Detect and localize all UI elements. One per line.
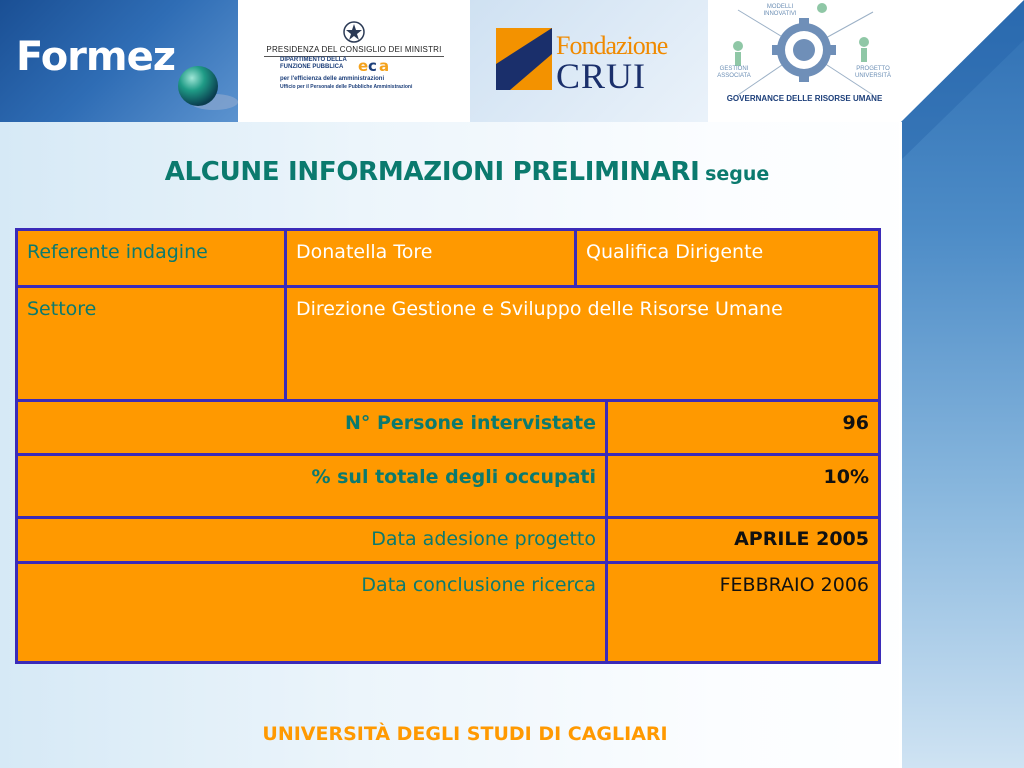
- crui-line-1: Fondazione: [556, 31, 668, 60]
- referente-name-cell: [284, 228, 577, 288]
- stat-label-cell: [15, 453, 608, 519]
- fondazione-crui-logo: [470, 0, 708, 122]
- slide-title: [0, 157, 934, 187]
- efficiency-line: per l'efficienza delle amministrazioni: [280, 76, 385, 82]
- referente-name: Donatella Tore: [296, 241, 433, 263]
- referente-role-cell: [574, 228, 881, 288]
- stat-label-cell: [15, 561, 608, 664]
- svg-text:e: e: [358, 58, 369, 74]
- gear-network-icon: [708, 0, 901, 122]
- gov-top-label: MODELLI INNOVATIVI: [763, 4, 797, 17]
- stat-value: APRILE 2005: [734, 528, 869, 550]
- stat-value-cell: [605, 561, 881, 664]
- presidenza-logo: [238, 0, 470, 122]
- stat-value-cell: [605, 516, 881, 564]
- slide-title-suffix: segue: [705, 163, 770, 185]
- slide-title-text: ALCUNE INFORMAZIONI PRELIMINARI: [164, 157, 700, 187]
- crui-line-2: CRUI: [556, 56, 647, 96]
- crui-mark-icon: [496, 28, 552, 90]
- eca-mark-icon: [358, 58, 394, 74]
- stat-value: FEBBRAIO 2006: [719, 574, 869, 596]
- stat-label: N° Persone intervistate: [344, 412, 596, 434]
- right-decorative-band: [901, 0, 1024, 768]
- globe-icon: [174, 64, 238, 114]
- settore-label: Settore: [27, 298, 97, 320]
- stat-label: Data conclusione ricerca: [361, 574, 596, 596]
- gov-right-label: PROGETTO UNIVERSITÀ: [854, 66, 891, 79]
- stat-label: Data adesione progetto: [371, 528, 596, 550]
- gov-bottom-label: GOVERNANCE DELLE RISORSE UMANE: [726, 94, 883, 103]
- stat-label: % sul totale degli occupati: [311, 466, 596, 488]
- band-edge-line: [899, 122, 902, 768]
- presidenza-title: PRESIDENZA DEL CONSIGLIO DEI MINISTRI: [266, 45, 442, 54]
- formez-logo: [0, 0, 238, 122]
- svg-text:a: a: [379, 58, 390, 74]
- stat-label-cell: [15, 516, 608, 564]
- stat-value: 96: [842, 412, 869, 434]
- settore-label-cell: [15, 285, 287, 402]
- info-table: [15, 228, 881, 664]
- referente-role: Qualifica Dirigente: [586, 241, 764, 263]
- university-footer: UNIVERSITÀ DEGLI STUDI DI CAGLIARI: [262, 723, 668, 745]
- stat-label-cell: [15, 399, 608, 456]
- stat-value: 10%: [823, 466, 869, 488]
- dept-line-2: FUNZIONE PUBBLICA: [280, 64, 344, 70]
- band-corner-shape: [901, 0, 1024, 768]
- referente-label-cell: [15, 228, 287, 288]
- logo-header: [0, 0, 901, 122]
- stat-value-cell: [605, 399, 881, 456]
- governance-logo: [708, 0, 901, 122]
- formez-wordmark: Formez: [16, 34, 175, 80]
- gov-left-label: GESTIONI ASSOCIATA: [717, 66, 751, 79]
- stat-value-cell: [605, 453, 881, 519]
- settore-value-cell: [284, 285, 881, 402]
- svg-text:c: c: [368, 58, 377, 74]
- dept-line-1: DIPARTIMENTO DELLA: [280, 57, 347, 63]
- republic-emblem-icon: [342, 20, 366, 44]
- referente-label: Referente indagine: [27, 241, 208, 263]
- settore-value: Direzione Gestione e Sviluppo delle Risorse Umane: [296, 298, 783, 320]
- office-line: Ufficio per il Personale delle Pubbliche Amministrazioni: [280, 84, 413, 90]
